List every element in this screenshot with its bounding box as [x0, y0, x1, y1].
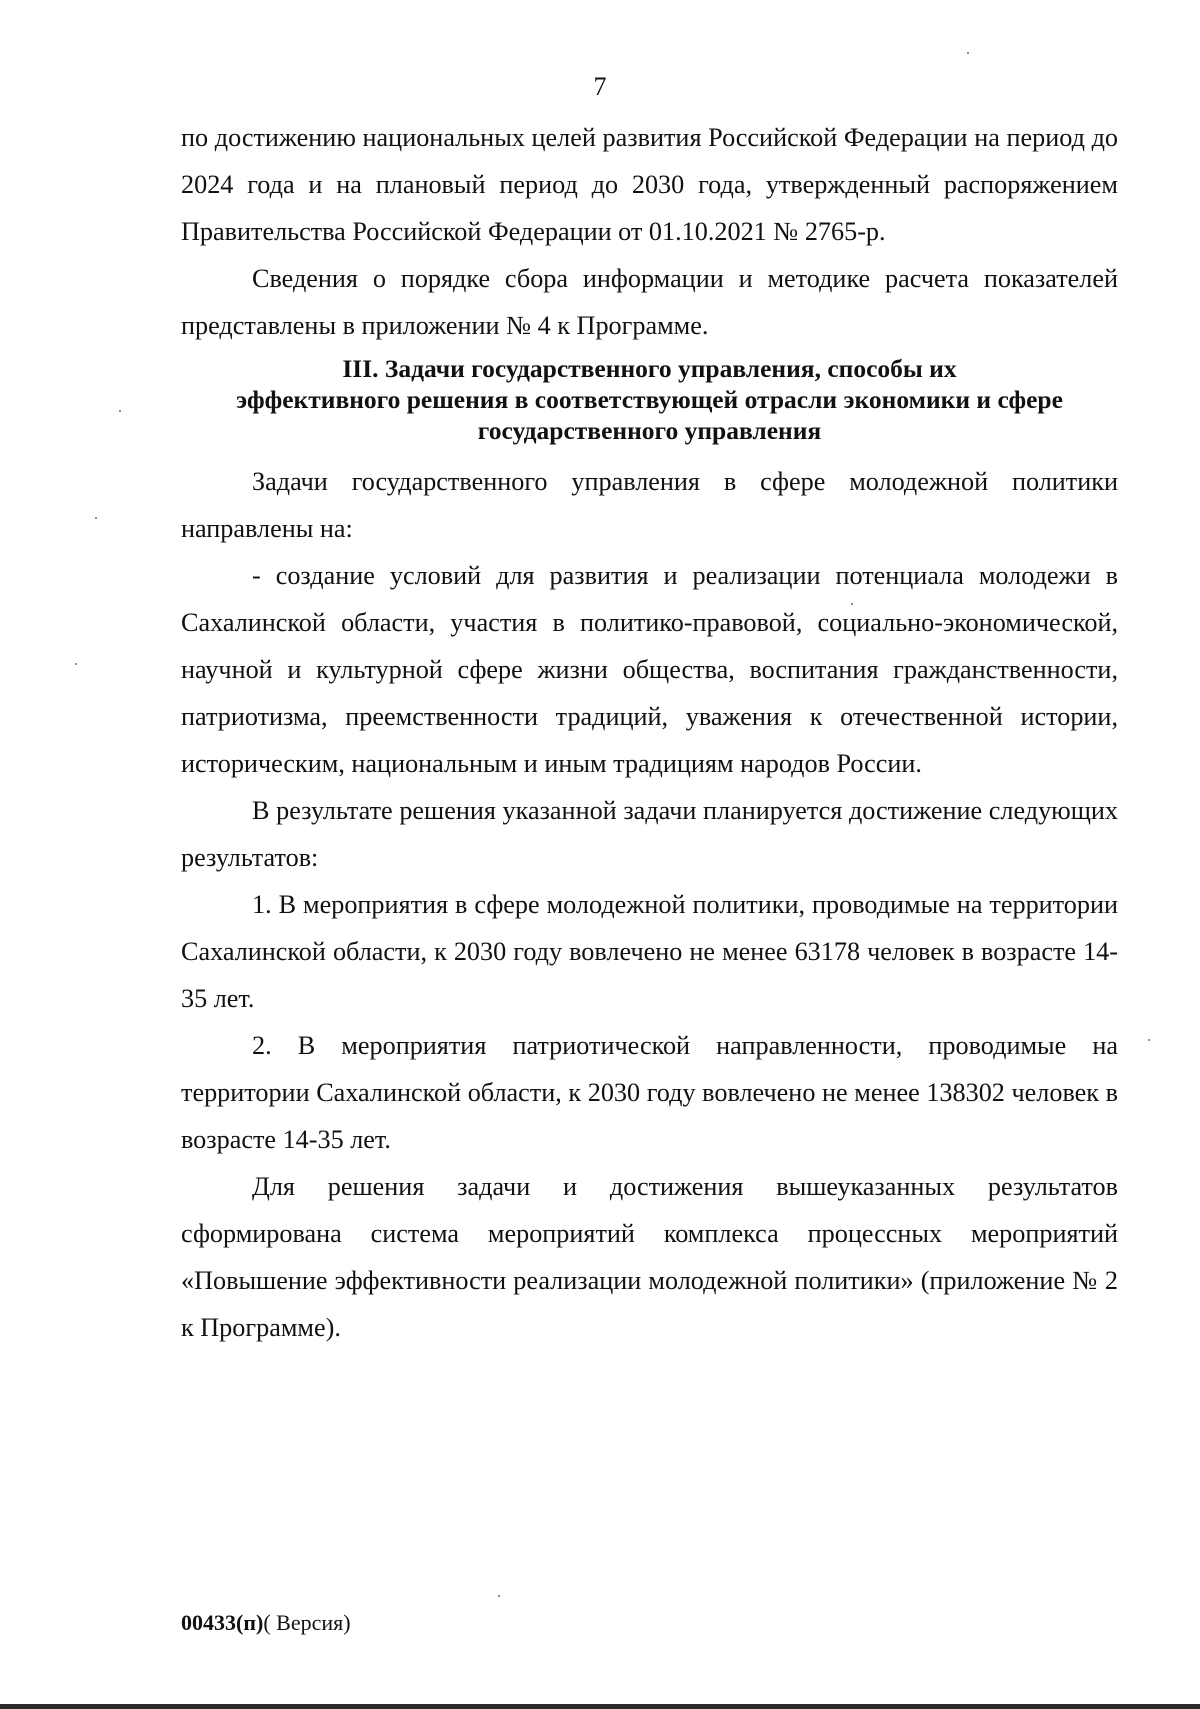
paragraph-methodology-reference: Сведения о порядке сбора информации и методике расчета показателей представлены в приложении № 4 к Программе.	[181, 264, 1118, 340]
paragraph-measures-system: Для решения задачи и достижения вышеуказанных результатов сформирована система мероприятий комплекса процессных мероприятий «Повышение эффективности реализации молодежной политики» (приложение № 2 к Программе).	[181, 1172, 1118, 1342]
paragraph-results-intro: В результате решения указанной задачи планируется достижение следующих результатов:	[181, 796, 1118, 872]
section-heading-line-2: эффективного решения в соответствующей отрасли экономики и сфере	[236, 385, 1063, 414]
document-footer	[181, 1610, 351, 1636]
footer-version: ( Версия)	[263, 1610, 351, 1635]
scan-speck	[967, 52, 969, 54]
scan-speck	[498, 1595, 500, 1597]
section-heading-line-3: государственного управления	[477, 416, 822, 445]
scan-speck	[1148, 1039, 1150, 1041]
paragraph-result-1: 1. В мероприятия в сфере молодежной политики, проводимые на территории Сахалинской области, к 2030 году вовлечено не менее 63178 человек в возрасте 14-35 лет.	[181, 890, 1118, 1013]
page-number: 7	[593, 72, 607, 101]
scan-bottom-edge	[0, 1704, 1200, 1709]
paragraph-continuation: по достижению национальных целей развития Российской Федерации на период до 2024 года и на плановый период до 2030 года, утвержденный распоряжением Правительства Российской Федерации от 01.10.2021 № 2765-р.	[181, 123, 1118, 246]
footer-code: 00433(п)	[181, 1610, 264, 1635]
paragraph-task-item: - создание условий для развития и реализации потенциала молодежи в Сахалинской области, участия в политико-правовой, социально-экономической, научной и культурной сфере жизни общества, воспитания гражданственности, патриотизма, преемственности традиций, уважения к отечественной истории, историческим, национальным и иным традициям народов России.	[181, 561, 1118, 778]
scan-speck	[119, 410, 121, 412]
scan-speck	[95, 517, 97, 519]
paragraph-result-2: 2. В мероприятия патриотической направленности, проводимые на территории Сахалинской области, к 2030 году вовлечено не менее 138302 человек в возрасте 14-35 лет.	[181, 1031, 1118, 1154]
section-heading	[181, 353, 1118, 446]
section-heading-line-1: III. Задачи государственного управления, способы их	[342, 354, 957, 383]
document-body	[181, 114, 1118, 1351]
scan-speck	[75, 663, 77, 665]
paragraph-tasks-intro: Задачи государственного управления в сфере молодежной политики направлены на:	[181, 467, 1118, 543]
scan-speck	[851, 603, 853, 605]
